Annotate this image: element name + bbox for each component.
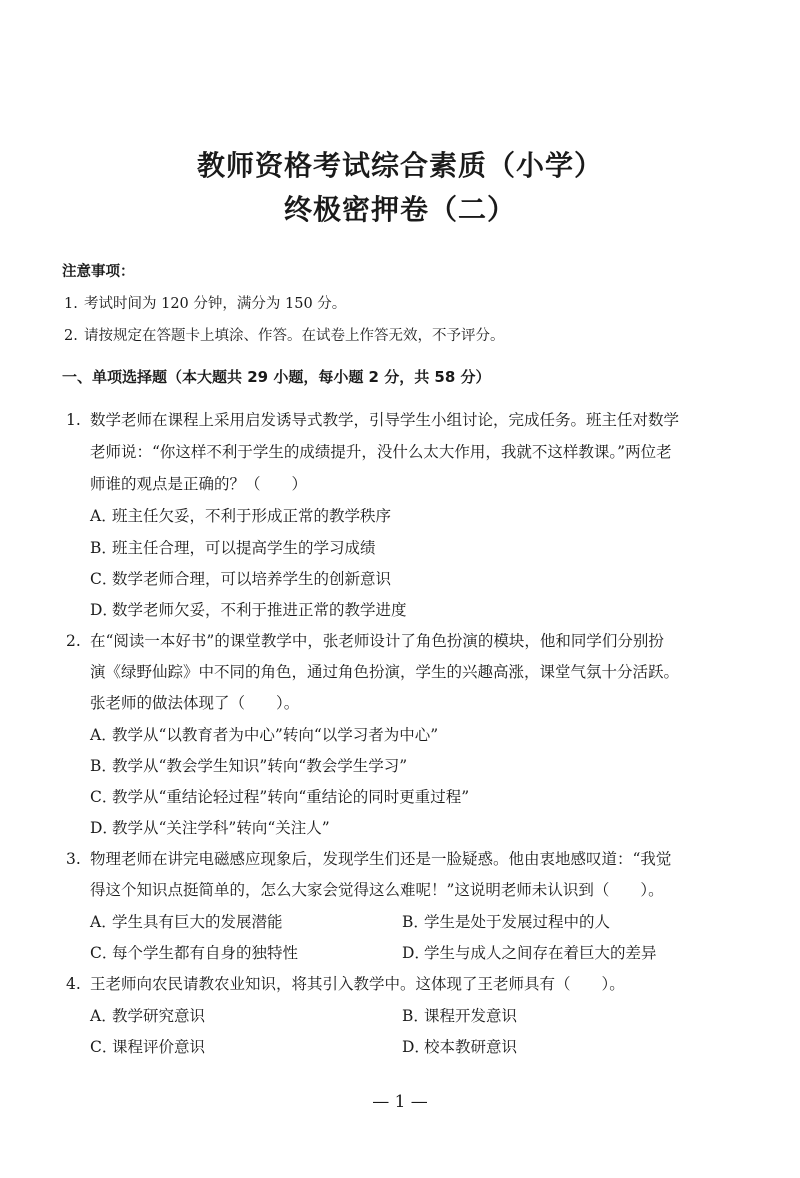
question-number: 3.: [66, 850, 81, 868]
question-3-option-a: [90, 912, 283, 932]
option-label: A．: [90, 913, 117, 931]
question-1-option-b: [90, 538, 376, 558]
question-1-stem-line: 师谁的观点是正确的？（ ）: [90, 475, 308, 493]
question-3-option-d: [402, 943, 657, 963]
option-label: D．: [90, 819, 118, 837]
question-2-stem-line: 张老师的做法体现了（ ）。: [90, 694, 300, 712]
option-label: D．: [402, 1038, 430, 1056]
option-text: 教学从“重结论轻过程”转向“重结论的同时更重过程”: [112, 788, 470, 806]
question-number: 2.: [66, 632, 81, 650]
question-1-stem-line: 老师说：“你这样不利于学生的成绩提升，没什么太大作用，我就不这样教课。”两位老: [90, 443, 672, 461]
question-text: 物理老师在讲完电磁感应现象后，发现学生们还是一脸疑惑。他由衷地感叹道：“我觉: [90, 850, 672, 868]
option-text: 学生是处于发展过程中的人: [424, 913, 611, 931]
notice-item-text: 请按规定在答题卡上填涂、作答。在试卷上作答无效，不予评分。: [84, 328, 505, 344]
option-label: B．: [402, 1007, 429, 1025]
question-4-stem-line: [66, 974, 625, 994]
question-4-option-d: [402, 1037, 517, 1057]
question-4-option-b: [402, 1006, 517, 1026]
option-text: 数学老师合理，可以培养学生的创新意识: [112, 570, 392, 588]
option-label: B．: [90, 757, 117, 775]
option-text: 学生具有巨大的发展潜能: [112, 913, 283, 931]
option-label: C．: [90, 570, 118, 588]
question-text: 王老师向农民请教农业知识，将其引入教学中。这体现了王老师具有（ ）。: [90, 975, 625, 993]
notice-item-text: 考试时间为 120 分钟，满分为 150 分。: [84, 296, 347, 312]
question-3-option-c: [90, 943, 298, 963]
notice-heading: 注意事项：: [62, 264, 135, 280]
page-number: — 1 —: [372, 1092, 428, 1112]
question-2-option-d: [90, 818, 330, 838]
notice-item: [64, 292, 346, 313]
option-label: B．: [90, 539, 117, 557]
exam-title: 教师资格考试综合素质（小学）: [196, 149, 603, 182]
option-text: 每个学生都有自身的独特性: [112, 944, 299, 962]
question-2-option-a: [90, 725, 438, 745]
question-text: 数学老师在课程上采用启发诱导式教学，引导学生小组讨论，完成任务。班主任对数学: [90, 411, 680, 429]
question-1-option-a: [90, 506, 391, 526]
option-label: A．: [90, 507, 117, 525]
question-3-option-b: [402, 912, 610, 932]
question-2-stem-line: [66, 631, 664, 651]
question-1-stem-line: [66, 410, 679, 430]
notice-item: [64, 324, 505, 345]
option-label: C．: [90, 1038, 118, 1056]
question-number: 4.: [66, 975, 81, 993]
question-4-option-a: [90, 1006, 205, 1026]
option-text: 班主任欠妥，不利于形成正常的教学秩序: [112, 507, 392, 525]
option-label: B．: [402, 913, 429, 931]
question-2-stem-line: 演《绿野仙踪》中不同的角色，通过角色扮演，学生的兴趣高涨，课堂气氛十分活跃。: [90, 663, 680, 681]
section-heading: 一、单项选择题（本大题共 29 小题，每小题 2 分，共 58 分）: [62, 368, 491, 386]
option-text: 教学从“以教育者为中心”转向“以学习者为中心”: [112, 726, 439, 744]
question-3-stem-line: 得这个知识点挺简单的，怎么大家会觉得这么难呢！”这说明老师未认识到（ ）。: [90, 881, 664, 899]
question-1-option-c: [90, 569, 391, 589]
question-3-stem-line: [66, 849, 671, 869]
option-text: 学生与成人之间存在着巨大的差异: [424, 944, 657, 962]
option-label: A．: [90, 726, 117, 744]
option-text: 班主任合理，可以提高学生的学习成绩: [112, 539, 376, 557]
option-label: A．: [90, 1007, 117, 1025]
option-label: D．: [90, 601, 118, 619]
option-label: C．: [90, 788, 118, 806]
question-4-option-c: [90, 1037, 205, 1057]
option-text: 教学从“教会学生知识”转向“教会学生学习”: [112, 757, 408, 775]
question-1-option-d: [90, 600, 407, 620]
notice-item-number: 2.: [64, 328, 78, 344]
question-number: 1.: [66, 411, 81, 429]
option-text: 教学研究意识: [112, 1007, 206, 1025]
question-text: 在“阅读一本好书”的课堂教学中，张老师设计了角色扮演的模块，他和同学们分别扮: [90, 632, 664, 650]
option-label: C．: [90, 944, 118, 962]
notice-item-number: 1.: [64, 296, 78, 312]
option-label: D．: [402, 944, 430, 962]
exam-subtitle: 终极密押卷（二）: [283, 193, 516, 226]
option-text: 课程评价意识: [112, 1038, 206, 1056]
question-2-option-c: [90, 787, 469, 807]
option-text: 教学从“关注学科”转向“关注人”: [112, 819, 330, 837]
option-text: 数学老师欠妥，不利于推进正常的教学进度: [112, 601, 407, 619]
option-text: 校本教研意识: [424, 1038, 518, 1056]
option-text: 课程开发意识: [424, 1007, 518, 1025]
question-2-option-b: [90, 756, 407, 776]
